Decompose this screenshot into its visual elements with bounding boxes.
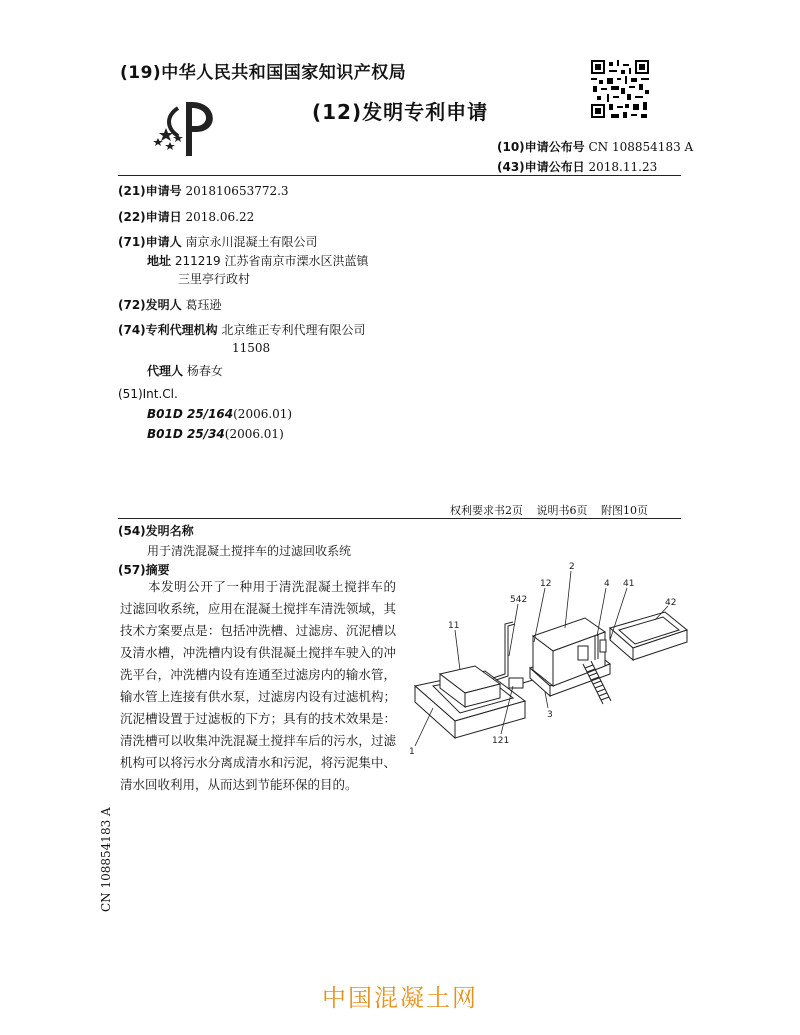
application-date: (22)申请日 2018.06.22 <box>118 210 255 224</box>
page-counts: 权利要求书2页 说明书6页 附图10页 <box>450 504 648 517</box>
patent-agency: (74)专利代理机构 北京维正专利代理有限公司 <box>118 323 366 337</box>
fig-label-2: 2 <box>569 562 575 572</box>
fig-label-11: 11 <box>448 621 460 631</box>
office-logo <box>148 98 228 158</box>
fig-label-542: 542 <box>510 595 528 605</box>
patent-figure <box>405 556 690 756</box>
invention-title: 用于清洗混凝土搅拌车的过滤回收系统 <box>147 544 352 558</box>
fig-label-4: 4 <box>604 579 610 589</box>
publication-date: (43)申请公布日 2018.11.23 <box>497 160 658 174</box>
fig-label-121: 121 <box>492 736 510 746</box>
office-name: (19)中华人民共和国国家知识产权局 <box>120 63 407 83</box>
publication-number: (10)申请公布号 CN 108854183 A <box>497 140 694 154</box>
ipc-class-1: B01D 25/164(2006.01) <box>147 407 293 421</box>
inventor: (72)发明人 葛珏逊 <box>118 298 222 312</box>
header-rule <box>118 175 681 176</box>
fig-label-1: 1 <box>409 747 415 756</box>
fig-label-42: 42 <box>665 598 677 608</box>
section-rule <box>118 518 681 519</box>
abstract-text: 本发明公开了一种用于清洗混凝土搅拌车的过滤回收系统，应用在混凝土搅拌车清洗领域，其技术方案要点是：包括冲洗槽、过滤房、沉泥槽以及清水槽，冲洗槽内设有供混凝土搅拌车驶入的冲洗平台，冲洗槽内设有连通至过滤房内的输水管，输水管上连接有供水泵，过滤房内设有过滤机构；沉泥槽设置于过滤板的下方；具有的技术效果是：清洗槽可以收集冲洗混凝土搅拌车后的污水，过滤机构可以将污水分离成清水和污泥，将污泥集中、清水回收利用，从而达到节能环保的目的。 <box>120 579 396 792</box>
application-number: (21)申请号 201810653772.3 <box>118 184 289 198</box>
clear-water-tank-42 <box>610 612 687 660</box>
watermark: 中国混凝土网 <box>322 984 478 1012</box>
ipc-class-2: B01D 25/34(2006.01) <box>147 427 284 441</box>
qr-code-icon <box>591 60 649 118</box>
fig-label-12: 12 <box>540 579 552 589</box>
agency-code: 11508 <box>232 341 271 355</box>
side-publication-number: CN 108854183 A <box>99 807 113 912</box>
document-type: (12)发明专利申请 <box>312 100 489 124</box>
title-label: (54)发明名称 <box>118 524 194 538</box>
address: 地址 211219 江苏省南京市溧水区洪蓝镇 <box>147 254 369 268</box>
address-line-2: 三里亭行政村 <box>178 272 251 286</box>
agent: 代理人 杨春女 <box>147 364 223 378</box>
fig-label-3: 3 <box>547 710 553 720</box>
abstract-label: (57)摘要 <box>118 563 170 577</box>
int-cl-label: (51)Int.Cl. <box>118 387 178 401</box>
applicant: (71)申请人 南京永川混凝土有限公司 <box>118 235 318 249</box>
fig-label-41: 41 <box>623 579 635 589</box>
